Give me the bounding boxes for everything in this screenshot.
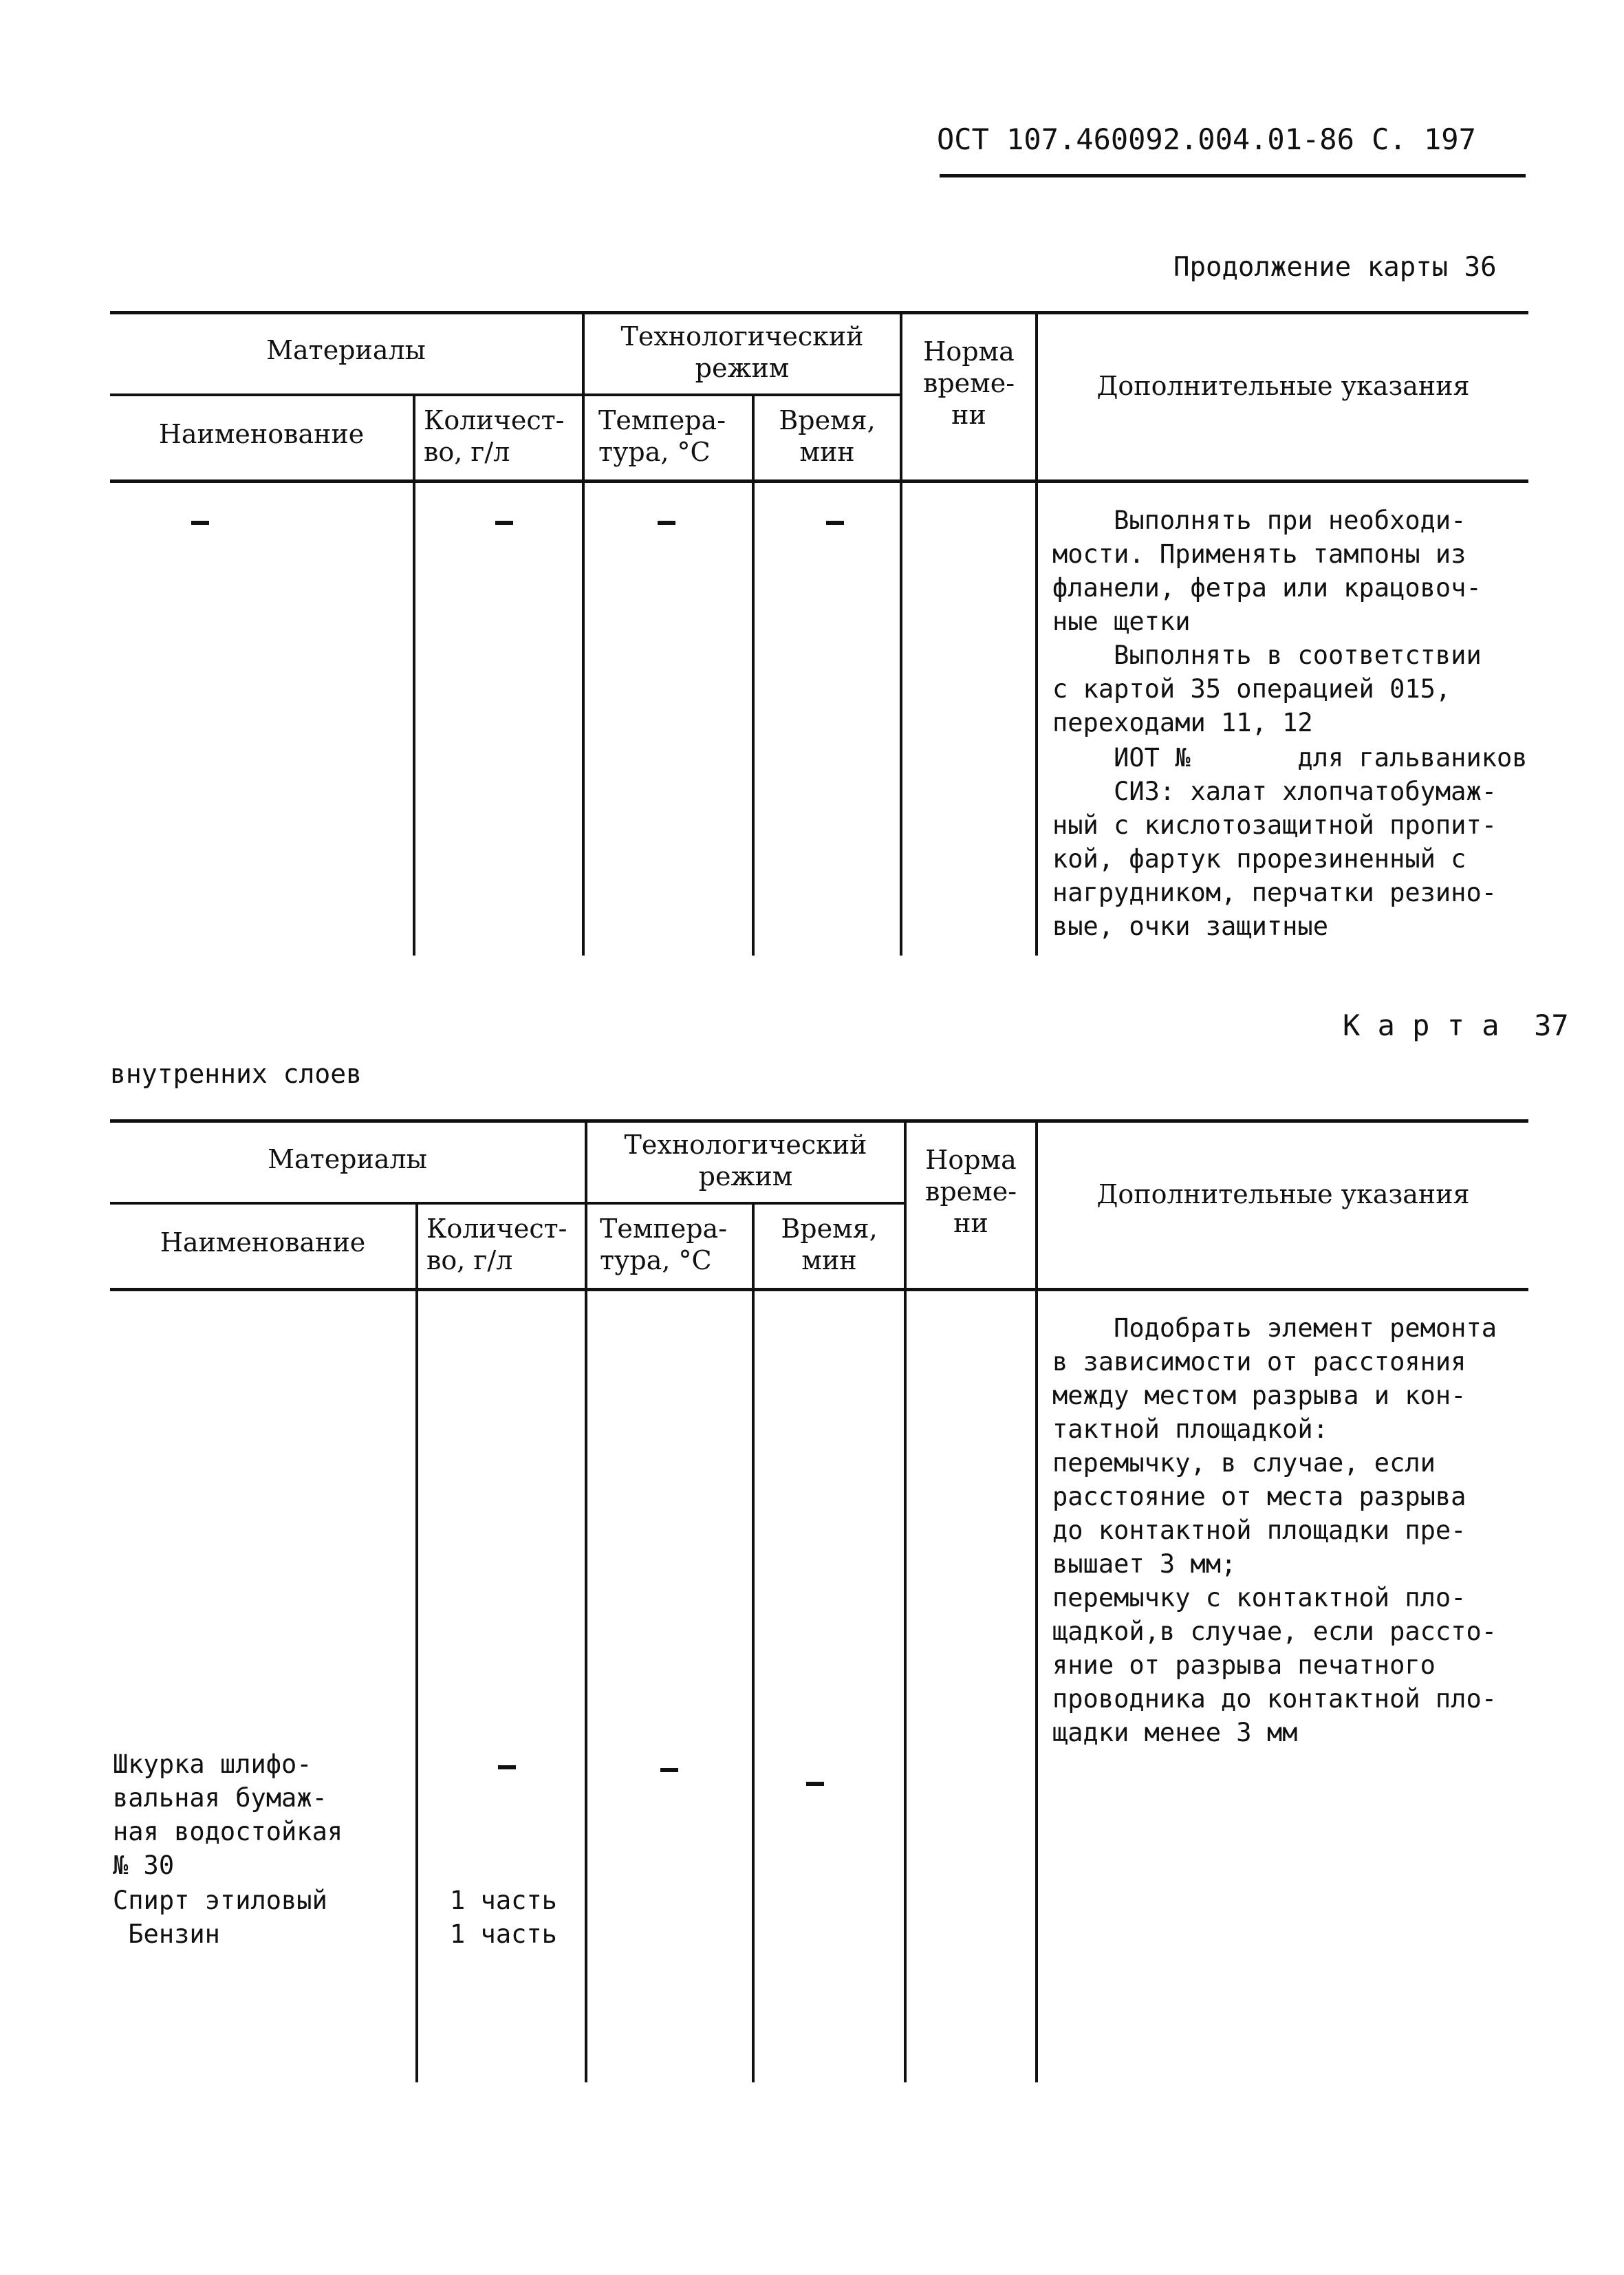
- header-materials: Материалы: [266, 335, 426, 365]
- header-time-norm: Норма време- ни: [922, 336, 1015, 430]
- header-time-norm: Норма време- ни: [924, 1145, 1017, 1238]
- dash-time: [826, 521, 844, 525]
- header-tech-mode: Технологический режим: [620, 321, 864, 383]
- table-2-mid-rule: [110, 1202, 904, 1205]
- table-1-header-rule: [110, 479, 1528, 483]
- header-time: Время, мин: [781, 1214, 878, 1275]
- header-name: Наименование: [158, 419, 365, 449]
- table-2-col-rule: [752, 1203, 755, 2082]
- header-extra-instructions: Дополнительные указания: [1096, 1179, 1470, 1209]
- table-1-top-rule: [110, 311, 1528, 314]
- dash-quantity: [498, 1765, 516, 1769]
- header-time: Время, мин: [779, 405, 876, 467]
- instruction-paragraph: ИОТ № для гальваников: [1052, 743, 1528, 773]
- dash-time: [806, 1782, 824, 1786]
- instruction-paragraph: Выполнять в соответствии с картой 35 операцией 015, переходами 11, 12: [1052, 640, 1482, 737]
- dash-temperature: [658, 521, 675, 525]
- dash-quantity: [495, 521, 513, 525]
- material-name: Спирт этиловый: [113, 1886, 327, 1915]
- table-2-col-rule: [904, 1121, 907, 2082]
- header-temperature: Темпера- тура, °С: [598, 405, 726, 467]
- header-materials: Материалы: [268, 1144, 427, 1174]
- header-quantity: Количест- во, г/л: [426, 1214, 567, 1275]
- instruction-paragraph: СИЗ: халат хлопчатобумаж- ный с кислотозащитной пропит- кой, фартук прорезиненный с нагрудником, перчатки резино- вые, очки защитные: [1052, 777, 1497, 941]
- material-name: Бензин: [113, 1919, 220, 1949]
- instruction-paragraph: Выполнять при необходи- мости. Применять тампоны из фланели, фетра или крацовоч- ные щетки: [1052, 506, 1482, 636]
- continuation-label: Продолжение карты 36: [1173, 252, 1497, 283]
- header-temperature: Темпера- тура, °С: [600, 1214, 728, 1275]
- table-1-col-rule: [752, 395, 755, 956]
- header-underline: [940, 174, 1526, 177]
- header-extra-instructions: Дополнительные указания: [1096, 371, 1470, 401]
- table-2-col-rule: [1035, 1121, 1038, 2082]
- document-number: ОСТ 107.460092.004.01-86 С. 197: [937, 122, 1476, 156]
- card-title: К а р т а 37: [1343, 1009, 1569, 1042]
- table-2-top-rule: [110, 1119, 1528, 1123]
- header-name: Наименование: [160, 1227, 366, 1258]
- dash-temperature: [660, 1768, 678, 1772]
- table-2-header-rule: [110, 1288, 1528, 1291]
- dash-name: [191, 521, 209, 525]
- card-subtitle: внутренних слоев: [110, 1059, 362, 1089]
- material-quantity: 1 часть: [450, 1919, 557, 1949]
- table-1-col-rule: [1035, 312, 1038, 956]
- table-1-col-rule: [413, 395, 415, 956]
- table-1-mid-rule: [110, 393, 900, 396]
- header-quantity: Количест- во, г/л: [424, 405, 565, 467]
- instruction-paragraph: Подобрать элемент ремонта в зависимости от расстояния между местом разрыва и кон- тактной площадкой: перемычку, в случае, если расстояние от места разрыва до контактной площадки пре- вышает 3 мм; перемычку с контактной пло- щадкой,в случае, если рассто- яние от разрыва печатного проводника до контактной пло- щадки менее 3 мм: [1052, 1313, 1497, 1747]
- material-quantity: 1 часть: [450, 1886, 557, 1915]
- table-2-col-rule: [415, 1203, 418, 2082]
- material-name: Шкурка шлифо- вальная бумаж- ная водостойкая № 30: [113, 1749, 343, 1880]
- header-tech-mode: Технологический режим: [624, 1130, 867, 1192]
